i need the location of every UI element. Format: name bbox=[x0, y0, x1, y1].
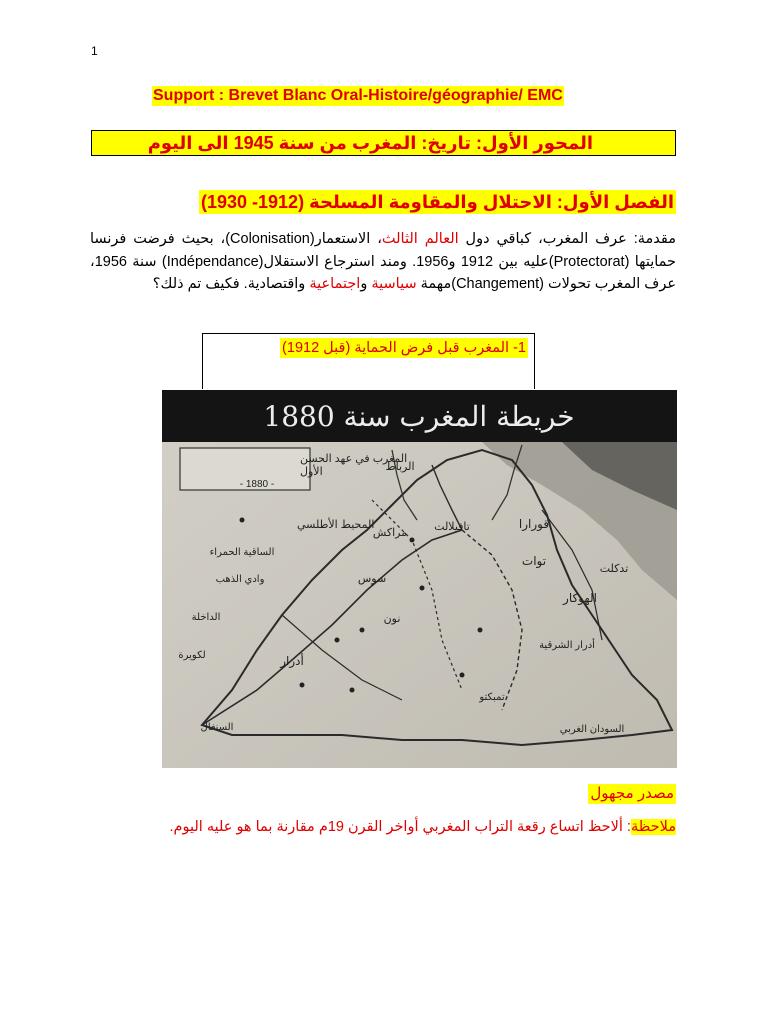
axis-title-box bbox=[91, 130, 676, 156]
intro-social: اجتماعية bbox=[309, 276, 361, 292]
intro-text-3: واقتصادية. فكيف تم ذلك؟ bbox=[152, 276, 310, 292]
support-header: Support : Brevet Blanc Oral-Histoire/géographie/ EMC bbox=[153, 87, 563, 104]
map-label-rabat: الرباط bbox=[385, 461, 415, 473]
intro-text-2: ، الاستعمار(Colonisation)، بحيث فرضت فرنسا حمايتها (Protectorat)عليه بين 1912 و1956. ومند استرجاع الاستقلال(Indépendance) سنة 1956، عرف المغرب تحولات (Changement)مهمة bbox=[90, 231, 677, 292]
map-legend-line2: الأول bbox=[300, 466, 323, 478]
page-number: 1 bbox=[91, 44, 98, 58]
map-label-senegal: السنغال bbox=[200, 722, 234, 733]
map-banner-title: خريطة المغرب سنة 1880 bbox=[263, 400, 575, 433]
map-label-tombouctou: تمبكتو bbox=[479, 692, 505, 703]
map-label-noun: نون bbox=[383, 613, 401, 625]
note-text: : ألاحظ اتساع رقعة التراب المغربي أواخر القرن 19م مقارنة بما هو عليه اليوم. bbox=[169, 819, 631, 835]
map-label-adrar: أدرار bbox=[280, 654, 304, 668]
intro-and: و bbox=[360, 276, 372, 292]
map-label-gourara: قورارا bbox=[518, 517, 550, 531]
axis-title: المحور الأول: تاريخ: المغرب من سنة 1945 الى اليوم bbox=[147, 133, 593, 153]
intro-political: سياسية bbox=[371, 276, 417, 292]
map-legend-year: - 1880 - bbox=[239, 479, 275, 490]
map-label-tafilalt: تافيلالت bbox=[434, 521, 470, 533]
observation-note bbox=[169, 816, 676, 838]
intro-third-world: العالم الثالث bbox=[381, 231, 459, 247]
map-source: مصدر مجهول bbox=[590, 785, 674, 802]
intro-text-1: مقدمة: عرف المغرب، كباقي دول bbox=[458, 231, 676, 247]
map-label-marrakech: مراكش bbox=[372, 527, 408, 539]
map-label-hoggar: الهوكار bbox=[563, 591, 597, 605]
chapter-title: الفصل الأول: الاحتلال والمقاومة المسلحة (1912- 1930) bbox=[200, 192, 674, 212]
historical-map-image bbox=[162, 390, 677, 768]
map-label-oued-dahab: وادي الذهب bbox=[215, 574, 265, 585]
map-label-sudan: السودان الغربي bbox=[559, 724, 625, 735]
map-label-tidikelt: تدكلت bbox=[599, 563, 629, 575]
map-label-ocean: المحيط الأطلسي bbox=[297, 519, 375, 531]
map-label-kouira: لكويرة bbox=[178, 650, 206, 661]
section-title: 1- المغرب قبل فرض الحماية (قبل 1912) bbox=[282, 340, 526, 356]
map-legend-line1: المغرب في عهد الحسن bbox=[300, 453, 408, 465]
introduction-paragraph bbox=[90, 228, 676, 296]
map-label-east-azawad: أدرار الشرقية bbox=[539, 640, 595, 651]
map-label-dakhla: الداخلة bbox=[191, 612, 221, 623]
map-label-touat: توات bbox=[521, 554, 547, 568]
note-label: ملاحظة bbox=[630, 819, 676, 835]
map-label-saqia: الساقية الحمراء bbox=[209, 547, 275, 558]
map-label-sous: سوس bbox=[357, 573, 387, 585]
